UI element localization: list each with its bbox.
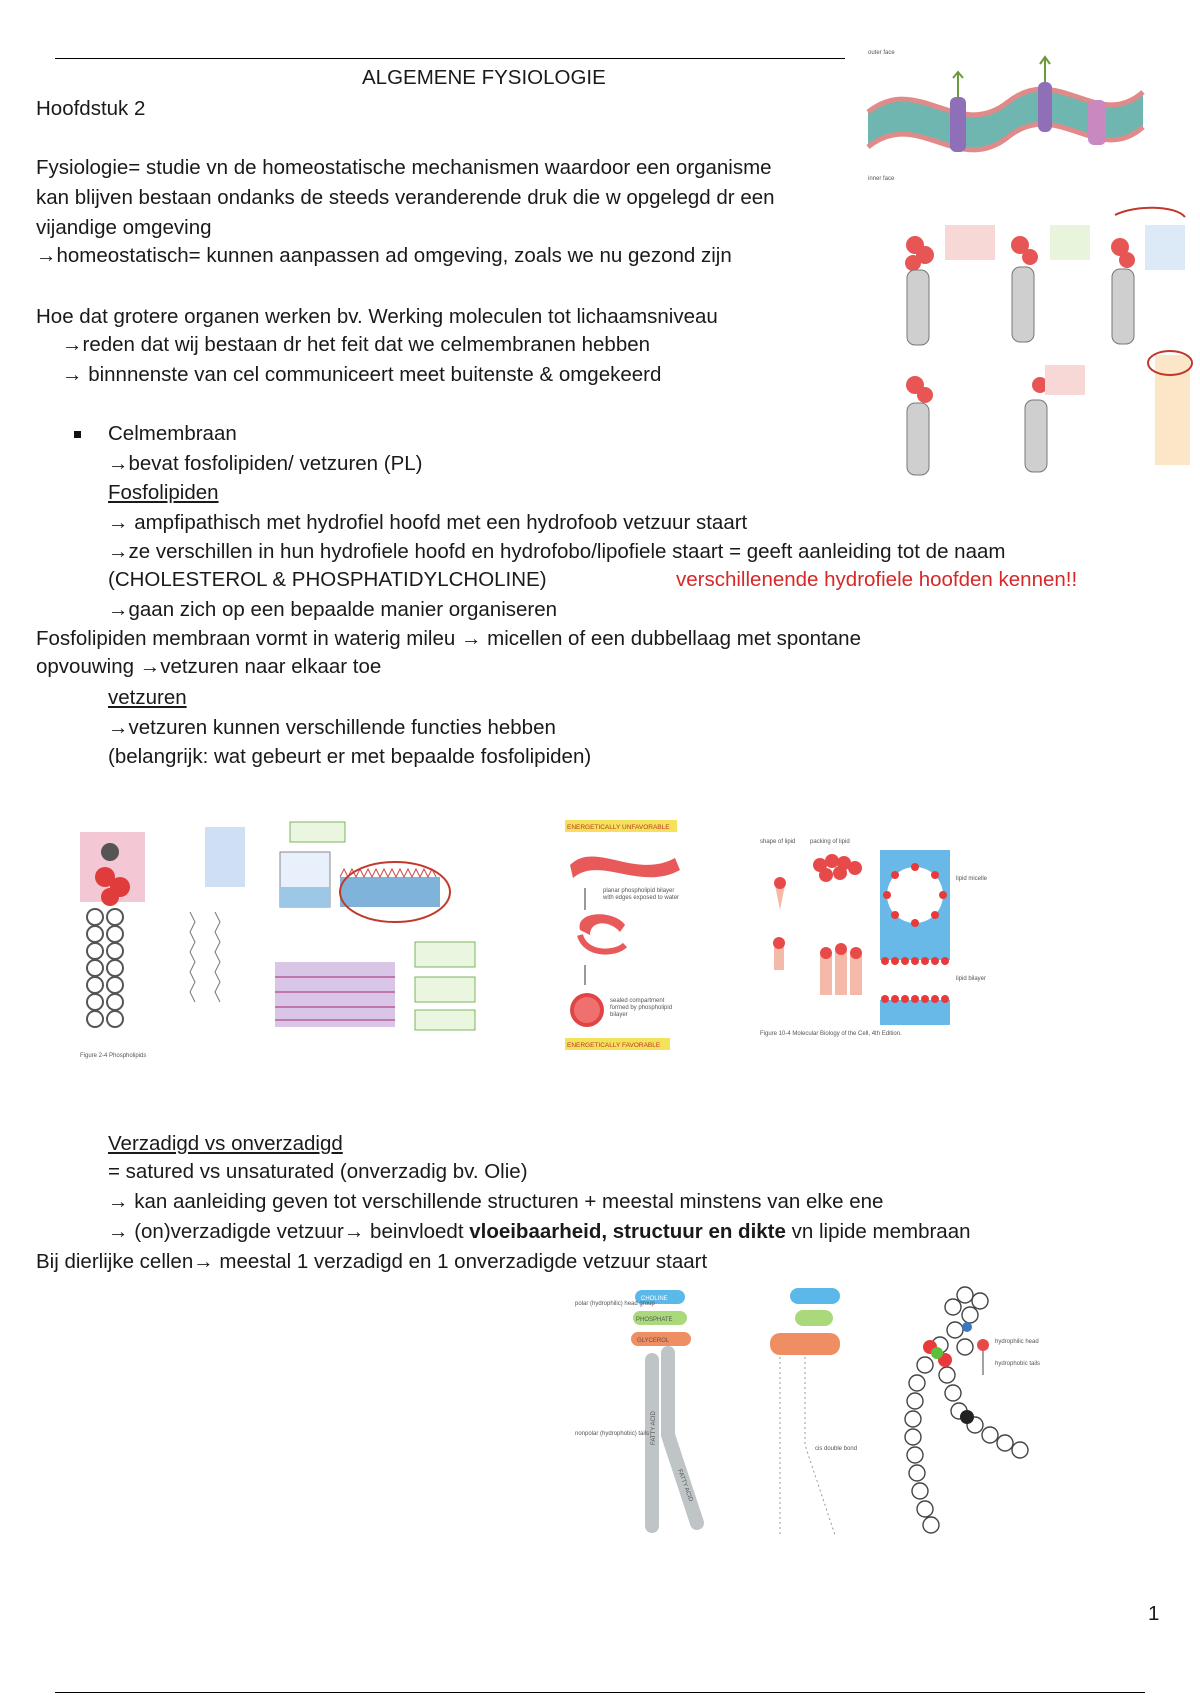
fig-bilayer-label: lipid bilayer xyxy=(956,976,987,982)
fosfo-red-note: verschillenende hydrofiele hoofden kennen!! xyxy=(676,568,1078,591)
verzadigd-line-1: = satured vs unsaturated (onverzadig bv. Olie) xyxy=(108,1160,528,1183)
fosfolipiden-heading: Fosfolipiden xyxy=(108,481,219,504)
organ-line-3: → binnnenste van cel communiceert meet buitenste & omgekeerd xyxy=(62,363,662,386)
fig-head-group-label: polar (hydrophilic) head group xyxy=(575,1301,655,1307)
fig-glycerol-label: GLYCEROL xyxy=(637,1338,670,1344)
fig-caption-phospholipids: Figure 2-4 Phospholipids xyxy=(80,1053,147,1059)
intro-line-2: kan blijven bestaan ondanks de steeds veranderende druk die w opgelegd dr een xyxy=(36,186,775,209)
fig-sealed-label-2: formed by phospholipid xyxy=(610,1005,673,1011)
verzadigd-line-3 xyxy=(108,1218,971,1246)
fig-micelle-caption: Figure 10-4 Molecular Biology of the Cell, 4th Edition. xyxy=(760,1031,902,1037)
fosfo-line-2: →ze verschillen in hun hydrofiele hoofd en hydrofobo/lipofiele staart = geeft aanleiding tot de naam xyxy=(108,540,1006,563)
fig-phosphate-label: PHOSPHATE xyxy=(636,1317,673,1323)
svg-text:outer face: outer face xyxy=(868,50,895,56)
celmembraan-item: Celmembraan xyxy=(108,422,237,445)
micelle-bilayer-svg xyxy=(760,835,990,1040)
organ-line-1: Hoe dat grotere organen werken bv. Werking moleculen tot lichaamsniveau xyxy=(36,305,718,328)
phospholipid-heads-svg xyxy=(895,205,1195,485)
vetzuren-heading: vetzuren xyxy=(108,686,187,709)
intro-line-3: vijandige omgeving xyxy=(36,216,212,239)
vetzuren-line-1: →vetzuren kunnen verschillende functies hebben xyxy=(108,716,556,739)
fig-choline-label: CHOLINE xyxy=(641,1296,668,1302)
page-number: 1 xyxy=(1148,1602,1160,1625)
chapter-heading: Hoofdstuk 2 xyxy=(36,97,146,120)
fig-packing-label: packing of lipid xyxy=(810,839,850,845)
intro-line-4: →homeostatisch= kunnen aanpassen ad omgeving, zoals we nu gezond zijn xyxy=(36,244,732,267)
phospholipid-heads-illustration xyxy=(895,205,1195,485)
fig-planar-label-1: planar phospholipid bilayer xyxy=(603,888,675,894)
verzadigd-line-2: → kan aanleiding geven tot verschillende structuren + meestal minstens van elke ene xyxy=(108,1190,884,1213)
organ-line-2: →reden dat wij bestaan dr het feit dat we celmembranen hebben xyxy=(62,333,651,356)
bullet-marker xyxy=(74,431,81,438)
bilayer-sealing-svg xyxy=(565,820,715,1055)
fig-hydrophilic-label: hydrophilic head xyxy=(995,1339,1039,1345)
verzadigd-line-3-post: vn lipide membraan xyxy=(785,1220,971,1243)
membrane-illustration-svg xyxy=(858,42,1148,182)
phosphatidylcholine-figure xyxy=(575,1285,1095,1545)
verzadigd-line-3-pre: → (on)verzadigde vetzuur→ beinvloedt xyxy=(108,1220,470,1243)
fig-fatty-acid-2: FATTY ACID xyxy=(676,1468,694,1503)
vetzuren-line-2: (belangrijk: wat gebeurt er met bepaalde fosfolipiden) xyxy=(108,745,592,768)
fig-sealed-label-3: bilayer xyxy=(610,1012,628,1018)
intro-line-1: Fysiologie= studie vn de homeostatische mechanismen waardoor een organisme xyxy=(36,156,772,179)
membraan-line-2: opvouwing →vetzuren naar elkaar toe xyxy=(36,655,382,678)
fig-fatty-acid-1: FATTY ACID xyxy=(651,1411,657,1445)
verzadigd-line-3-bold: vloeibaarheid, structuur en dikte xyxy=(469,1220,786,1243)
fig-favorable-label: ENERGETICALLY FAVORABLE xyxy=(567,1042,661,1049)
header-rule xyxy=(55,58,845,59)
fig-unfavorable-label: ENERGETICALLY UNFAVORABLE xyxy=(567,824,670,831)
phospholipid-structures-figure xyxy=(75,812,480,1062)
fig-planar-label-2: with edges exposed to water xyxy=(603,895,680,901)
phosphatidylcholine-svg xyxy=(575,1285,1095,1545)
fig-hydrophobic-label: hydrophobic tails xyxy=(995,1361,1041,1367)
fosfo-line-3: (CHOLESTEROL & PHOSPHATIDYLCHOLINE) xyxy=(108,568,547,591)
fig-sealed-label-1: sealed compartment xyxy=(610,998,665,1004)
celmembraan-line-1: →bevat fosfolipiden/ vetzuren (PL) xyxy=(108,452,423,475)
fig-micelle-label: lipid micelle xyxy=(956,876,988,882)
micelle-bilayer-figure xyxy=(760,835,990,1040)
verzadigd-heading: Verzadigd vs onverzadigd xyxy=(108,1132,343,1155)
fosfo-line-1: → ampfipathisch met hydrofiel hoofd met een hydrofoob vetzuur staart xyxy=(108,511,748,534)
membrane-illustration xyxy=(858,42,1148,182)
page-title: ALGEMENE FYSIOLOGIE xyxy=(362,66,606,89)
fosfo-line-4: →gaan zich op een bepaalde manier organiseren xyxy=(108,598,558,621)
phospholipid-structures-svg xyxy=(75,812,480,1062)
verzadigd-line-4: Bij dierlijke cellen→ meestal 1 verzadigd en 1 onverzadigde vetzuur staart xyxy=(36,1250,708,1273)
svg-text:inner face: inner face xyxy=(868,176,895,182)
fig-shape-label: shape of lipid xyxy=(760,839,796,845)
fig-double-bond-label: cis double bond xyxy=(815,1446,858,1452)
bilayer-sealing-figure xyxy=(565,820,715,1055)
fig-tails-label: nonpolar (hydrophobic) tails xyxy=(575,1431,650,1437)
membraan-line-1: Fosfolipiden membraan vormt in waterig mileu → micellen of een dubbellaag met spontane xyxy=(36,627,861,650)
footer-rule xyxy=(55,1692,1145,1693)
